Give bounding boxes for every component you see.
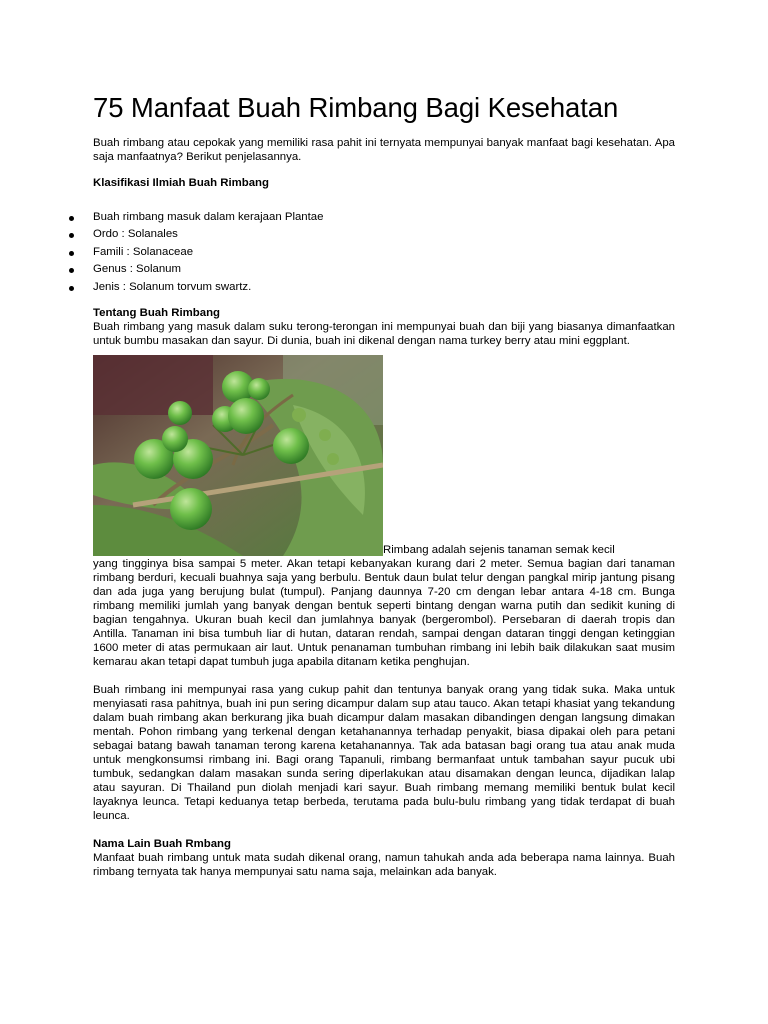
- list-item-text: Famili : Solanaceae: [93, 245, 194, 258]
- bullet-icon: [69, 216, 74, 221]
- bullet-icon: [69, 251, 74, 256]
- lead-text: Rimbang adalah sejenis tanaman semak kecil: [383, 544, 615, 557]
- document-content: [93, 90, 675, 879]
- intro-paragraph: Buah rimbang atau cepokak yang memiliki rasa pahit ini ternyata mempunyai banyak manfaat bagi kesehatan. Apa saja manfaatnya? Berikut penjelasannya.: [93, 137, 675, 163]
- nama-lain-paragraph: Manfaat buah rimbang untuk mata sudah dikenal orang, namun tahukah anda ada beberapa nama lainnya. Buah rimbang ternyata tak hanya mempunyai satu nama saja, melainkan ada banyak.: [93, 852, 675, 879]
- list-item-text: Genus : Solanum: [93, 263, 182, 276]
- list-item: [93, 279, 675, 296]
- list-item: [93, 261, 675, 278]
- bullet-icon: [69, 268, 74, 273]
- tentang-heading: Tentang Buah Rimbang: [93, 307, 220, 320]
- list-item: [93, 244, 675, 261]
- list-item-text: Jenis : Solanum torvum swartz.: [93, 280, 252, 293]
- rimbang-fruit-photo: [93, 355, 383, 556]
- list-item: [93, 226, 675, 243]
- page-title: 75 Manfaat Buah Rimbang Bagi Kesehatan: [93, 92, 619, 123]
- list-item-text: Ordo : Solanales: [93, 228, 178, 241]
- list-item-text: Buah rimbang masuk dalam kerajaan Plantae: [93, 211, 324, 223]
- klasifikasi-list: [93, 209, 675, 296]
- photo-section: [93, 355, 675, 669]
- tentang-paragraph-2: yang tingginya bisa sampai 5 meter. Akan tetapi kebanyakan kurang dari 2 meter. Semua bagian dari tanaman rimbang berduri, kecuali buahnya saja yang berbulu. Bentuk daun bulat telur dengan pangkal mirip jantung pisang dan ada juga yang berujung bulat (tumpul). Panjang daunnya 7-20 cm dengan lebar antara 4-18 cm. Bunga rimbang memiliki jumlah yang banyak dengan bentuk seperti bintang dengan warna putih dan sedikit kuning di bagian tengahnya. Ukuran buah kecil dan jumlahnya banyak (bergerombol). Persebaran di daerah tropis dan Antilla. Tanaman ini bisa tumbuh liar di hutan, dataran rendah, sampai dengan dataran tinggi dengan ketinggian 1600 meter di atas permukaan air laut. Untuk penanaman tumbuhan rimbang ini lebih baik dilakukan saat musim kemarau akan tetapi dapat tumbuh juga apabila ditanam ketika penghujan.: [93, 558, 675, 669]
- bullet-icon: [69, 233, 74, 238]
- list-item: [93, 209, 675, 226]
- tentang-paragraph-3: Buah rimbang ini mempunyai rasa yang cukup pahit dan tentunya banyak orang yang tidak suka. Maka untuk menyiasati rasa pahitnya, buah ini pun sering dicampur dalam sup atau tauco. Akan tetapi khasiat yang tekandung dalam buah rimbang akan berkurang jika buah dicampur dalam masakan dibandingen dengan langsung dimakan mentah. Pohon rimbang yang terkenal dengan ketahanannya terhadap penyakit, biasa dipakai oleh para petani sebagai batang bawah tanaman terong karena ketahanannya. Tak ada batasan bagi orang tua atau anak muda untuk mengkonsumsi rimbang ini. Bagi orang Tapanuli, rimbang bermanfaat untuk tambahan sayur pucuk ubi tumbuk, sedangkan dalam masakan sunda sering diperlakukan atau disamakan dengan leunca, dijadikan lalap atau sayuran. Di Thailand pun diolah menjadi kari sayur. Buah rimbang memang memiliki bentuk bulat kecil layaknya leunca. Tetapi keduanya tetap berbeda, terutama pada bulu-bulu rimbang yang tidak terdapat di buah leunca.: [93, 684, 675, 823]
- nama-lain-heading: Nama Lain Buah Rmbang: [93, 838, 231, 851]
- bullet-icon: [69, 286, 74, 291]
- klasifikasi-heading: Klasifikasi Ilmiah Buah Rimbang: [93, 177, 269, 189]
- tentang-paragraph-1: Buah rimbang yang masuk dalam suku terong-terongan ini mempunyai buah dan biji yang biasanya dimanfaatkan untuk bumbu masakan dan sayur. Di dunia, buah ini dikenal dengan nama turkey berry atau mini eggplant.: [93, 321, 675, 348]
